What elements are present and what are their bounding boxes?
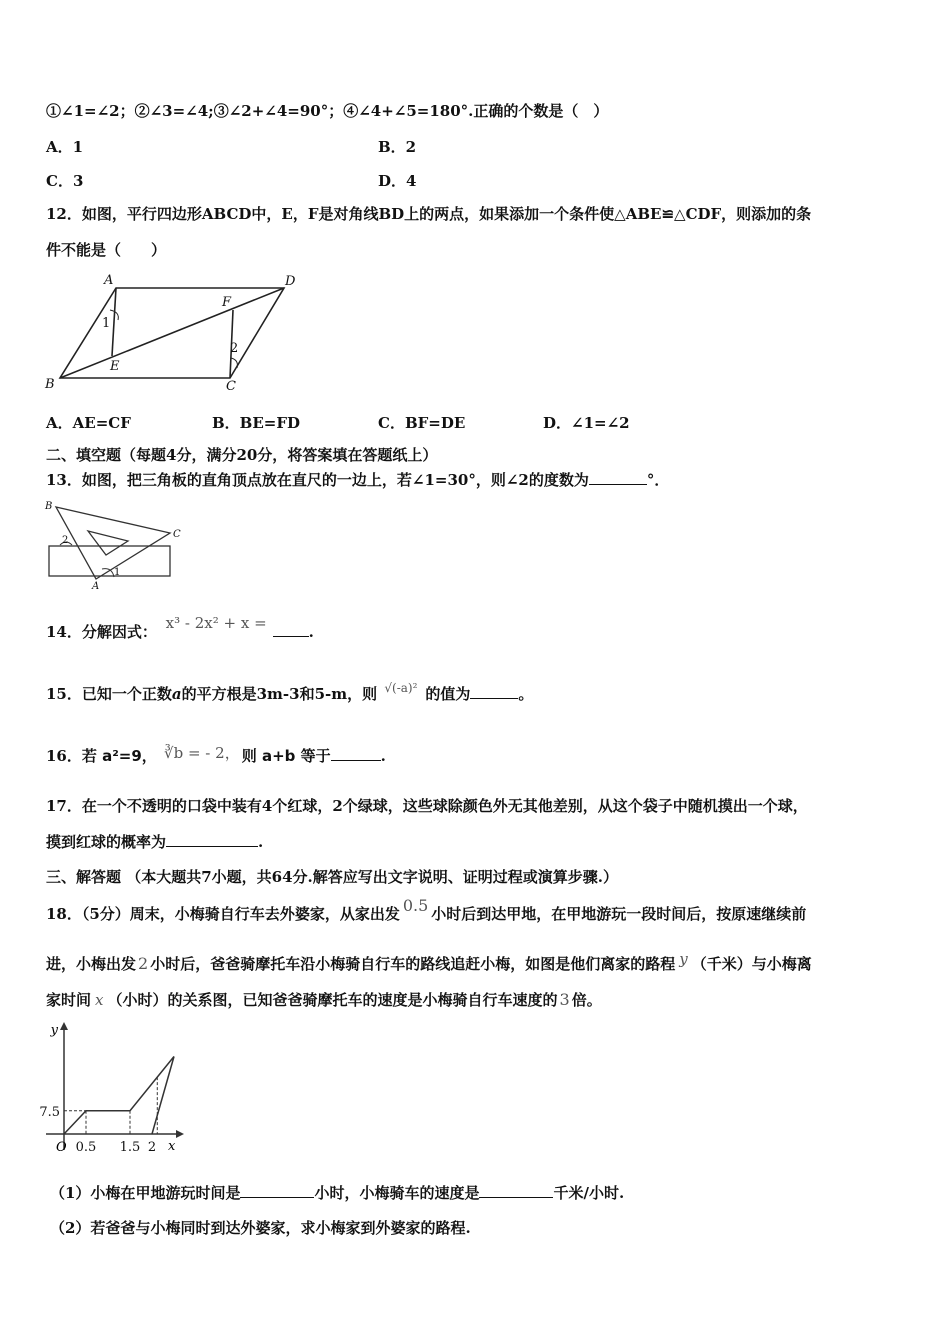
q18-sub1-c: 千米/小时. <box>553 1184 625 1202</box>
q14-expression: x³ - 2x² + x = <box>165 614 267 632</box>
q13-tail: °． <box>646 471 670 489</box>
q16-ab: a+b <box>261 747 296 765</box>
q16-expression: ∛b = - 2， <box>164 744 240 762</box>
label-b: B <box>45 501 53 512</box>
label-angle-1: 1 <box>114 567 121 578</box>
q16-answer-blank[interactable] <box>331 746 381 761</box>
q18-l2a: 进，小梅出发 <box>46 955 137 973</box>
q13-stem <box>46 470 669 490</box>
triangle-inner <box>88 531 128 555</box>
q12-option-a: A．AE=CF <box>46 414 131 432</box>
q18-l3a: 家时间 <box>46 991 92 1009</box>
label-a: A <box>92 581 100 592</box>
label-a: A <box>104 273 114 288</box>
q18-l3c: 倍。 <box>571 991 602 1009</box>
label-c: C <box>173 529 181 540</box>
q18-sub1-blank2[interactable] <box>479 1183 553 1198</box>
label-c: C <box>226 379 236 394</box>
q17-line2-text: 摸到红球的概率为 <box>46 833 167 851</box>
y-tick-label-1: 7.5 <box>39 1104 60 1120</box>
q18-l3b: （小时）的关系图，已知爸爸骑摩托车的速度是小梅骑自行车速度的 <box>107 991 558 1009</box>
x-axis-arrow <box>176 1130 184 1138</box>
q18-l3-var: x <box>95 991 104 1009</box>
section2-heading: 二、填空题（每题4分，满分20分，将答案填在答题纸上） <box>46 446 438 464</box>
label-angle-2: 2 <box>62 535 69 546</box>
q13-answer-blank[interactable] <box>589 470 647 485</box>
q11-stem: ①∠1=∠2；②∠3=∠4;③∠2+∠4=90°；④∠4+∠5=180°.正确的个数是（ ） <box>46 102 609 120</box>
q11-option-c: C．3 <box>46 172 84 190</box>
x-tick-label-2: 1.5 <box>119 1140 141 1155</box>
q16-prefix: 16．若 <box>46 747 97 765</box>
q12-option-c: C．BF=DE <box>378 414 466 432</box>
q14-stem <box>46 614 314 642</box>
y-axis-arrow <box>60 1022 68 1030</box>
label-e: E <box>110 359 120 374</box>
q18-l2b: 小时后，爸爸骑摩托车沿小梅骑自行车的路线追赶小梅，如图是他们离家的路程 <box>150 955 676 973</box>
label-f: F <box>222 295 232 310</box>
q18-sub1-a: （1）小梅在甲地游玩时间是 <box>50 1184 241 1202</box>
q18-l2c: （千米）与小梅离 <box>691 955 812 973</box>
q12-option-d: D．∠1=∠2 <box>543 414 630 432</box>
q17-stem-line2 <box>46 832 263 852</box>
q18-l1-number: 0.5 <box>402 896 429 915</box>
q15-end: 。 <box>518 685 534 703</box>
q18-line3 <box>46 990 602 1010</box>
q18-l1b: 小时后到达甲地，在甲地游玩一段时间后，按原速继续前 <box>431 905 807 923</box>
label-b: B <box>45 377 55 392</box>
origin-label: O <box>56 1140 67 1155</box>
series-line-2 <box>152 1057 174 1135</box>
section3-heading: 三、解答题 （本大题共7小题，共64分.解答应写出文字说明、证明过程或演算步骤.） <box>46 868 618 886</box>
q14-prefix: 14．分解因式： <box>46 623 157 641</box>
label-angle-1: 1 <box>102 316 111 331</box>
q16-mid: 则 <box>241 747 257 765</box>
q17-end: . <box>258 833 264 851</box>
q17-answer-blank[interactable] <box>166 832 258 847</box>
q14-tail: . <box>308 623 314 641</box>
q18-l3-number: 3 <box>559 990 570 1009</box>
segment-ae <box>112 288 116 356</box>
q12-option-b: B．BE=FD <box>212 414 301 432</box>
q15-var: a <box>171 685 182 703</box>
q15-tail: 的值为 <box>425 685 471 703</box>
q18-line2 <box>46 950 812 974</box>
q18-sub1-b: 小时，小梅骑车的速度是 <box>314 1184 480 1202</box>
q16-end: . <box>380 747 386 765</box>
q18-sub2: （2）若爸爸与小梅同时到达外婆家，求小梅家到外婆家的路程. <box>50 1219 471 1237</box>
q18-l2-number: 2 <box>138 954 149 973</box>
triangle-outer <box>56 507 170 579</box>
label-d: D <box>285 274 296 289</box>
q11-option-d: D．4 <box>378 172 417 190</box>
q12-parallelogram-figure <box>40 270 310 395</box>
q11-option-b: B．2 <box>378 138 417 156</box>
q15-expression: √(-a)² <box>384 681 418 695</box>
q16-tail: 等于 <box>300 747 331 765</box>
q15-answer-blank[interactable] <box>470 684 518 699</box>
q18-distance-time-graph <box>36 1014 196 1164</box>
q13-triangle-ruler-figure <box>40 497 190 592</box>
ruler <box>49 546 170 576</box>
x-tick-label-1: 0.5 <box>75 1140 97 1155</box>
x-axis-label: x <box>168 1139 176 1154</box>
x-tick-label-3: 2 <box>147 1140 157 1155</box>
q18-l2-var: y <box>679 950 688 968</box>
diagonal-bd <box>60 288 284 378</box>
q18-sub1 <box>50 1183 624 1203</box>
q15-prefix: 15．已知一个正数 <box>46 685 172 703</box>
q12-stem-line1: 12．如图，平行四边形ABCD中，E，F是对角线BD上的两点，如果添加一个条件使△ABE≌△CDF，则添加的条 <box>46 205 812 223</box>
q18-line1 <box>46 896 807 924</box>
q17-stem-line1: 17．在一个不透明的口袋中装有4个红球，2个绿球，这些球除颜色外无其他差别，从这个袋子中随机摸出一个球， <box>46 797 808 815</box>
q16-stem <box>46 746 386 766</box>
label-angle-2: 2 <box>230 341 239 356</box>
q15-mid: 的平方根是3m-3和5-m，则 <box>181 685 378 703</box>
q16-condition: a²=9， <box>102 747 157 765</box>
q12-stem-line2: 件不能是（ ） <box>46 241 167 259</box>
q14-answer-blank[interactable] <box>273 622 309 637</box>
q13-text: 13．如图，把三角板的直角顶点放在直尺的一边上，若∠1=30°，则∠2的度数为 <box>46 471 589 489</box>
q18-l1a: 18．（5分）周末，小梅骑自行车去外婆家，从家出发 <box>46 905 400 923</box>
q11-option-a: A．1 <box>46 138 84 156</box>
y-axis-label: y <box>50 1023 58 1038</box>
q15-stem <box>46 681 534 705</box>
q18-sub1-blank1[interactable] <box>240 1183 314 1198</box>
